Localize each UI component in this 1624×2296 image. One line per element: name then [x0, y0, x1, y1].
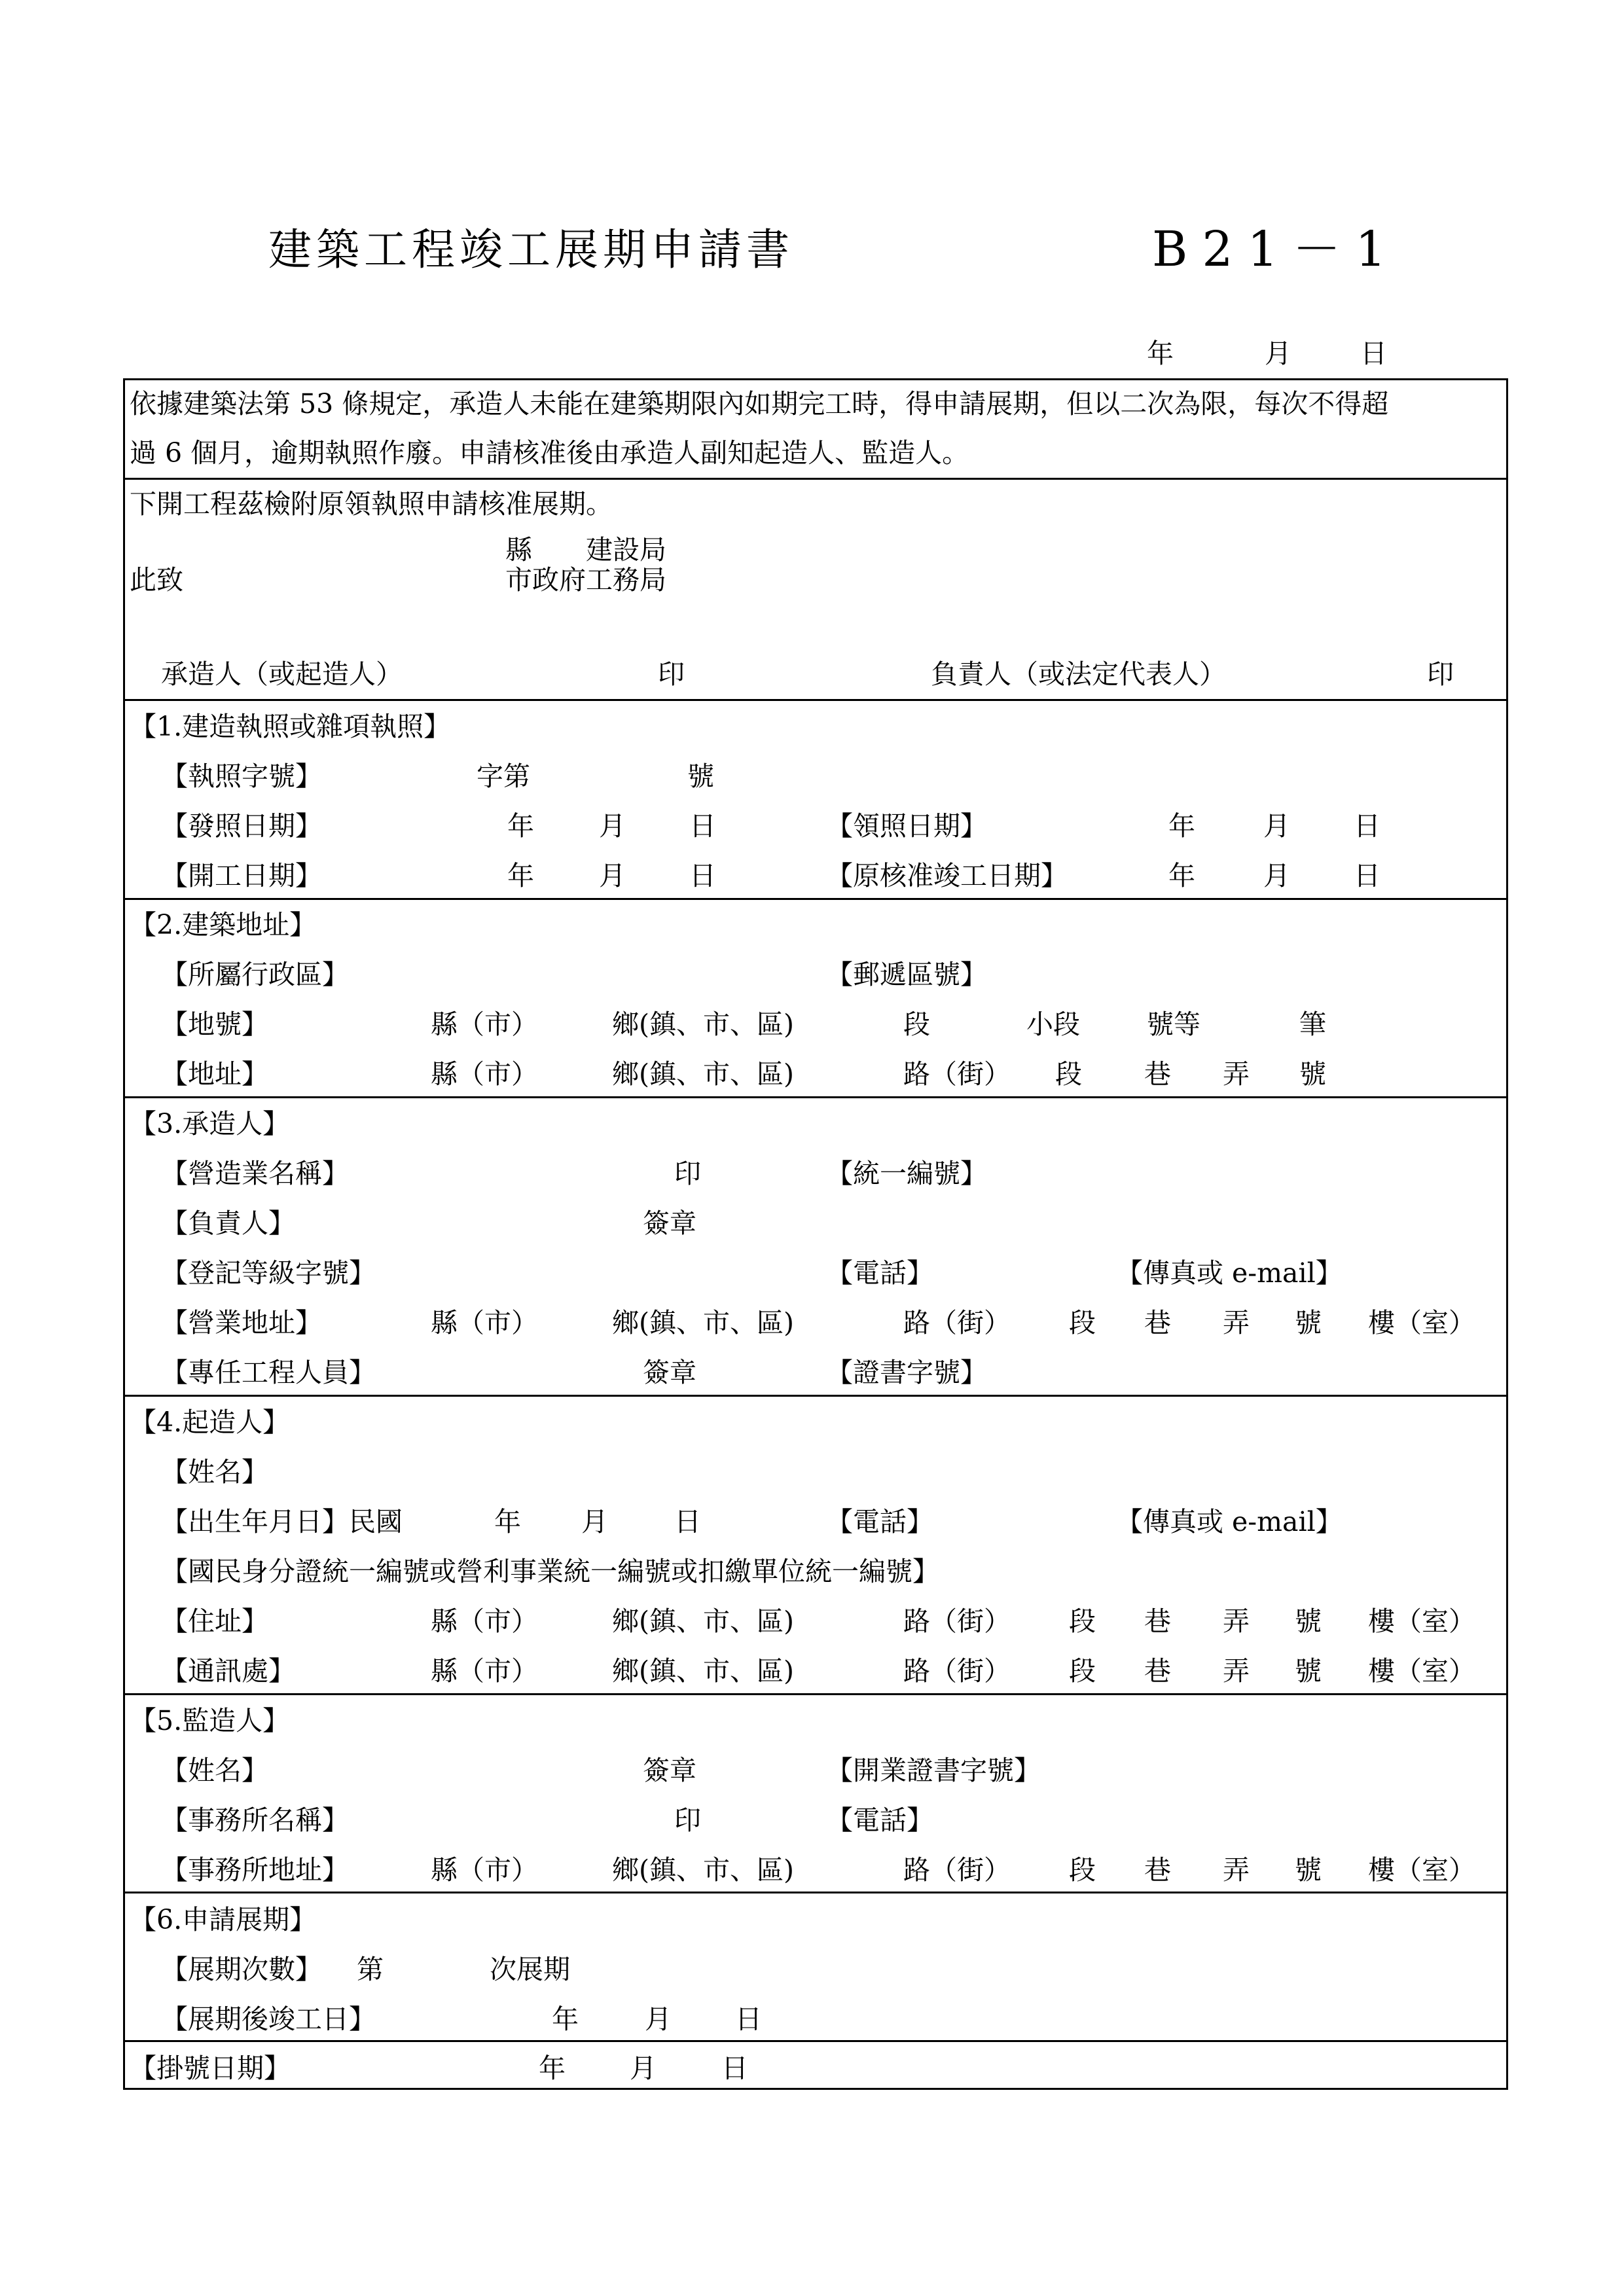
receive-year: 年	[1168, 810, 1195, 842]
birth-month: 月	[581, 1506, 608, 1537]
address-label: 【地址】	[161, 1058, 268, 1090]
home-floor: 樓（室）	[1368, 1605, 1475, 1637]
office-number: 號	[1295, 1854, 1322, 1886]
receive-date-label: 【領照日期】	[826, 810, 987, 842]
form-code: B21－1	[1152, 221, 1401, 278]
supervisor-sign: 簽章	[643, 1755, 696, 1786]
greeting: 此致	[130, 564, 183, 596]
notice-line-2: 過 6 個月，逾期執照作廢。申請核准後由承造人副知起造人、監造人。	[130, 437, 969, 469]
mail-number: 號	[1295, 1655, 1322, 1687]
mail-lane: 巷	[1144, 1655, 1171, 1687]
address-township: 鄉(鎮、市、區)	[612, 1058, 794, 1090]
home-number: 號	[1295, 1605, 1322, 1637]
responsible-seal: 印	[1427, 658, 1454, 690]
registration-date-label: 【掛號日期】	[130, 2053, 291, 2084]
id-number-label: 【國民身分證統一編號或營利事業統一編號或扣繳單位統一編號】	[161, 1556, 939, 1587]
company-head-label: 【負責人】	[161, 1208, 295, 1239]
address-number: 號	[1299, 1058, 1326, 1090]
birth-date-label: 【出生年月日】民國	[161, 1506, 403, 1537]
office-lane: 巷	[1144, 1854, 1171, 1886]
home-county: 縣（市）	[431, 1605, 538, 1637]
address-lane: 巷	[1144, 1058, 1171, 1090]
mail-road: 路（街）	[903, 1655, 1011, 1687]
date-day: 日	[1360, 338, 1387, 369]
contractor-signature-label: 承造人（或起造人）	[161, 658, 403, 690]
divider-s6	[123, 2040, 1508, 2042]
office-township: 鄉(鎮、市、區)	[612, 1854, 794, 1886]
owner-fax-label: 【傳真或 e-mail】	[1116, 1506, 1343, 1537]
form-title: 建築工程竣工展期申請書	[268, 224, 794, 275]
office-address-label: 【事務所地址】	[161, 1854, 349, 1886]
engineer-label: 【專任工程人員】	[161, 1357, 376, 1388]
company-phone-label: 【電話】	[826, 1257, 933, 1289]
date-month: 月	[1265, 338, 1291, 369]
biz-road: 路（街）	[903, 1307, 1011, 1338]
company-seal: 印	[674, 1158, 701, 1189]
home-address-label: 【住址】	[161, 1605, 268, 1637]
s4-title: 【4.起造人】	[130, 1407, 290, 1438]
company-head-sign: 簽章	[643, 1208, 696, 1239]
issue-day: 日	[689, 810, 716, 842]
biz-floor: 樓（室）	[1368, 1307, 1475, 1338]
mail-section: 段	[1069, 1655, 1096, 1687]
start-month: 月	[599, 860, 626, 891]
owner-phone-label: 【電話】	[826, 1506, 933, 1537]
s6-title: 【6.申請展期】	[130, 1904, 317, 1935]
extended-year: 年	[552, 2003, 579, 2035]
extended-month: 月	[645, 2003, 672, 2035]
engineer-sign: 簽章	[643, 1357, 696, 1388]
receive-day: 日	[1354, 810, 1380, 842]
registration-month: 月	[630, 2053, 657, 2084]
lot-subsection: 小段	[1026, 1009, 1080, 1040]
receive-month: 月	[1263, 810, 1290, 842]
birth-day: 日	[674, 1506, 701, 1537]
company-fax-label: 【傳真或 e-mail】	[1116, 1257, 1343, 1289]
certificate-label: 【證書字號】	[826, 1357, 987, 1388]
home-township: 鄉(鎮、市、區)	[612, 1605, 794, 1637]
mail-township: 鄉(鎮、市、區)	[612, 1655, 794, 1687]
office-alley: 弄	[1223, 1854, 1250, 1886]
home-alley: 弄	[1223, 1605, 1250, 1637]
office-seal: 印	[674, 1804, 701, 1836]
extended-day: 日	[735, 2003, 762, 2035]
registration-label: 【登記等級字號】	[161, 1257, 376, 1289]
home-section: 段	[1069, 1605, 1096, 1637]
mail-county: 縣（市）	[431, 1655, 538, 1687]
office-section: 段	[1069, 1854, 1096, 1886]
home-road: 路（街）	[903, 1605, 1011, 1637]
license-no-mid: 字第	[477, 761, 530, 792]
orig-month: 月	[1263, 860, 1290, 891]
company-name-label: 【營造業名稱】	[161, 1158, 349, 1189]
birth-year: 年	[494, 1506, 521, 1537]
lot-township: 鄉(鎮、市、區)	[612, 1009, 794, 1040]
district-label: 【所屬行政區】	[161, 959, 349, 990]
start-date-label: 【開工日期】	[161, 860, 322, 891]
contractor-seal: 印	[658, 658, 685, 690]
mail-address-label: 【通訊處】	[161, 1655, 295, 1687]
divider-notice	[123, 478, 1508, 480]
office-county: 縣（市）	[431, 1854, 538, 1886]
extension-count-suffix: 次展期	[490, 1954, 570, 1985]
divider-s1	[123, 898, 1508, 900]
date-year: 年	[1147, 338, 1174, 369]
start-day: 日	[689, 860, 716, 891]
practice-cert-label: 【開業證書字號】	[826, 1755, 1041, 1786]
home-lane: 巷	[1144, 1605, 1171, 1637]
s1-title: 【1.建造執照或雜項執照】	[130, 711, 451, 742]
office-road: 路（街）	[903, 1854, 1011, 1886]
license-no-end: 號	[687, 761, 714, 792]
start-year: 年	[507, 860, 534, 891]
biz-number: 號	[1295, 1307, 1322, 1338]
extension-count-label: 【展期次數】	[161, 1954, 322, 1985]
extended-completion-label: 【展期後竣工日】	[161, 2003, 376, 2035]
biz-section: 段	[1069, 1307, 1096, 1338]
addressee-line-2: 市政府工務局	[505, 564, 666, 596]
application-text: 下開工程茲檢附原領執照申請核准展期。	[130, 488, 613, 520]
office-name-label: 【事務所名稱】	[161, 1804, 349, 1836]
issue-year: 年	[507, 810, 534, 842]
biz-township: 鄉(鎮、市、區)	[612, 1307, 794, 1338]
extension-count-prefix: 第	[357, 1954, 384, 1985]
registration-day: 日	[721, 2053, 748, 2084]
addressee-line-1: 縣 建設局	[505, 534, 666, 565]
lot-count: 筆	[1299, 1009, 1326, 1040]
divider-application	[123, 699, 1508, 701]
biz-lane: 巷	[1144, 1307, 1171, 1338]
address-section: 段	[1055, 1058, 1082, 1090]
owner-name-label: 【姓名】	[161, 1456, 268, 1488]
biz-alley: 弄	[1223, 1307, 1250, 1338]
postal-label: 【郵遞區號】	[826, 959, 987, 990]
divider-s3	[123, 1395, 1508, 1397]
biz-county: 縣（市）	[431, 1307, 538, 1338]
lot-county: 縣（市）	[431, 1009, 538, 1040]
notice-line-1: 依據建築法第 53 條規定，承造人未能在建築期限內如期完工時，得申請展期，但以二次為限，每次不得超	[130, 388, 1389, 420]
issue-date-label: 【發照日期】	[161, 810, 322, 842]
office-floor: 樓（室）	[1368, 1854, 1475, 1886]
business-address-label: 【營業地址】	[161, 1307, 322, 1338]
divider-s4	[123, 1693, 1508, 1695]
s5-title: 【5.監造人】	[130, 1705, 290, 1736]
divider-s5	[123, 1892, 1508, 1893]
divider-s2	[123, 1096, 1508, 1098]
office-phone-label: 【電話】	[826, 1804, 933, 1836]
address-road: 路（街）	[903, 1058, 1011, 1090]
issue-month: 月	[599, 810, 626, 842]
address-county: 縣（市）	[431, 1058, 538, 1090]
orig-completion-label: 【原核准竣工日期】	[826, 860, 1068, 891]
lot-number-etc: 號等	[1147, 1009, 1200, 1040]
mail-alley: 弄	[1223, 1655, 1250, 1687]
lot-label: 【地號】	[161, 1009, 268, 1040]
supervisor-name-label: 【姓名】	[161, 1755, 268, 1786]
address-alley: 弄	[1223, 1058, 1250, 1090]
s3-title: 【3.承造人】	[130, 1108, 290, 1139]
orig-year: 年	[1168, 860, 1195, 891]
license-no-label: 【執照字號】	[161, 761, 322, 792]
mail-floor: 樓（室）	[1368, 1655, 1475, 1687]
responsible-signature-label: 負責人（或法定代表人）	[931, 658, 1226, 690]
orig-day: 日	[1354, 860, 1380, 891]
registration-year: 年	[539, 2053, 566, 2084]
unified-no-label: 【統一編號】	[826, 1158, 987, 1189]
lot-section: 段	[903, 1009, 930, 1040]
s2-title: 【2.建築地址】	[130, 909, 317, 941]
